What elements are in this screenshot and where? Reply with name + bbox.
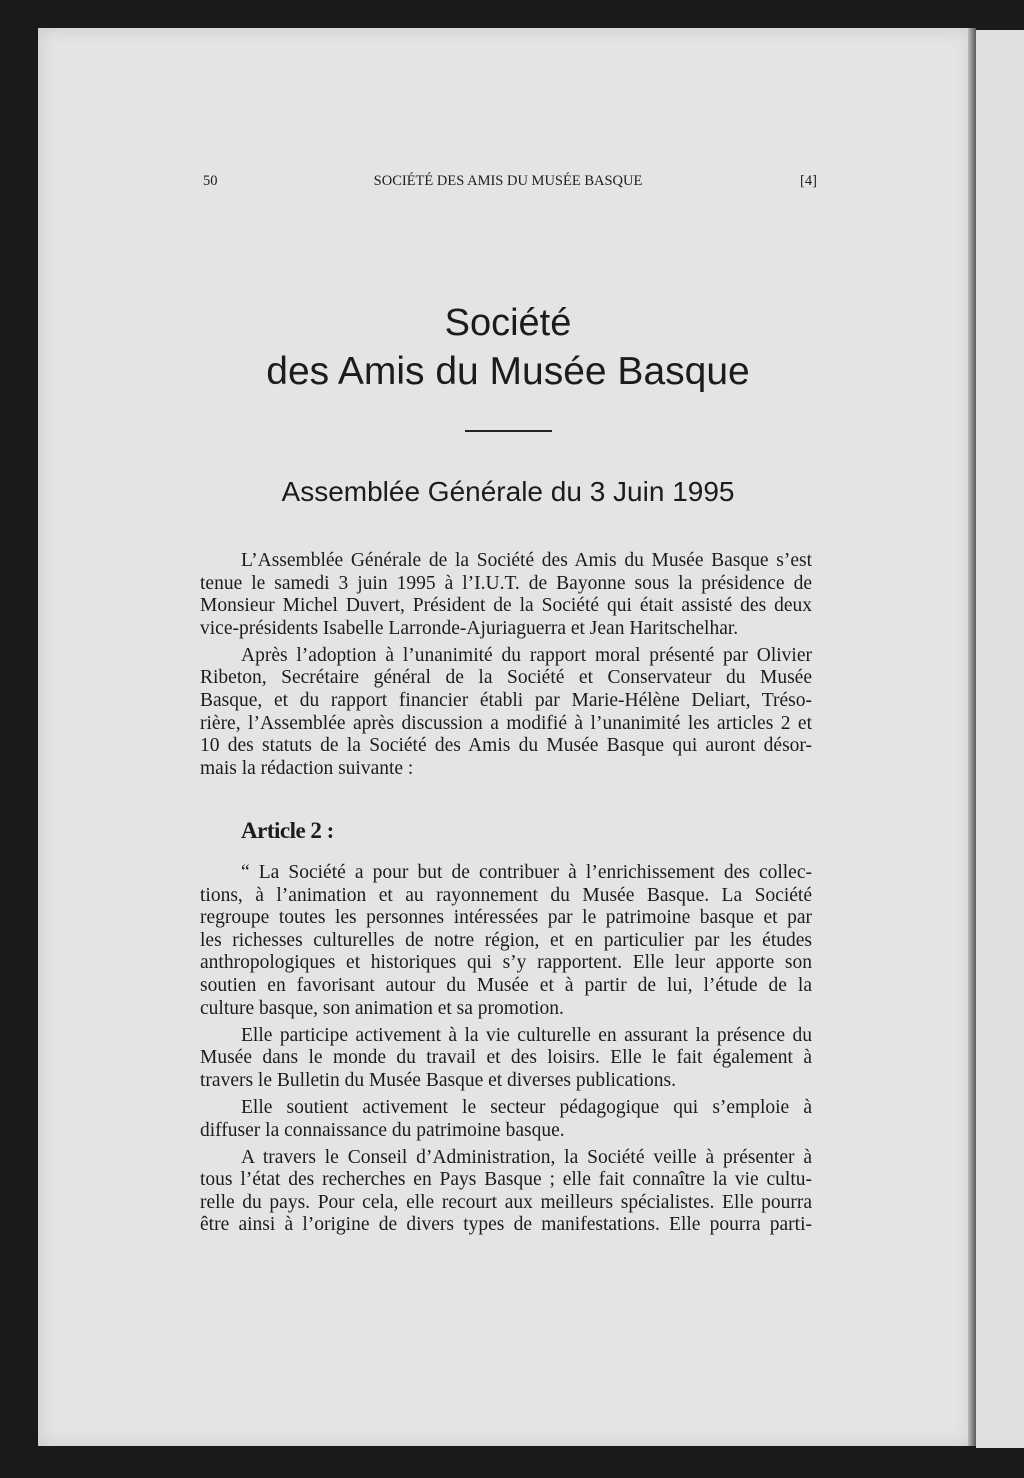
text-line: tous l’état des recherches en Pays Basque ; elle fait connaître la vie cultu- [200,1169,812,1191]
text-line: Basque, et du rapport financier établi par Marie-Hélène Deliart, Tréso- [200,690,812,712]
section-number: [4] [800,173,817,189]
page-number: 50 [203,173,218,189]
text-line: Elle soutient activement le secteur pédagogique qui s’emploie à [241,1096,812,1118]
text-line: Après l’adoption à l’unanimité du rapport moral présenté par Olivier [241,644,812,666]
title-line-1: Société [444,302,572,344]
running-title: SOCIÉTÉ DES AMIS DU MUSÉE BASQUE [373,173,643,189]
article-text [200,862,812,1237]
paragraph [200,1025,812,1093]
paragraph [200,1097,812,1142]
text-line: les richesses culturelles de notre région, et en particulier par les études [200,929,812,951]
text-line: Monsieur Michel Duvert, Président de la Société qui était assisté des deux [200,595,812,617]
text-line: vice-présidents Isabelle Larronde-Ajuriaguerra et Jean Haritschelhar. [200,617,739,639]
text-line: tions, à l’animation et au rayonnement du Musée Basque. La Société [200,884,812,906]
text-line: soutien en favorisant autour du Musée et à partir de lui, l’étude de la [200,974,812,996]
intro-text [200,550,812,780]
text-line: relle du pays. Pour cela, elle recourt aux meilleurs spécialistes. Elle pourra [200,1191,812,1213]
text-line: 10 des statuts de la Société des Amis du Musée Basque qui auront désor- [200,735,812,757]
page-fold [968,28,976,1446]
text-line: tenue le samedi 3 juin 1995 à l’I.U.T. de Bayonne sous la présidence de [200,572,812,594]
title-divider [465,430,552,432]
text-line: Ribeton, Secrétaire général de la Société et Conservateur du Musée [200,667,812,689]
title-line-2: des Amis du Musée Basque [266,350,750,393]
paragraph [200,645,812,781]
text-line: “ La Société a pour but de contribuer à l’enrichissement des collec- [241,862,812,883]
text-line: travers le Bulletin du Musée Basque et diverses publications. [200,1069,677,1091]
text-line: regroupe toutes les personnes intéressées par le patrimoine basque et par [200,907,812,929]
paragraph [200,550,812,640]
text-line: être ainsi à l’origine de divers types de manifestations. Elle pourra parti- [200,1214,812,1236]
text-line: rière, l’Assemblée après discussion a modifié à l’unanimité les articles 2 et [200,712,812,734]
article-heading: Article 2 : [241,818,334,843]
text-line: culture basque, son animation et sa promotion. [200,997,564,1019]
text-line: Elle participe activement à la vie culturelle en assurant la présence du [241,1024,812,1046]
subtitle: Assemblée Générale du 3 Juin 1995 [281,476,735,507]
text-line: Musée dans le monde du travail et des loisirs. Elle le fait également à [200,1047,812,1069]
text-line: anthropologiques et historiques qui s’y rapportent. Elle leur apporte son [200,952,812,974]
paragraph [200,862,812,1020]
text-line: mais la rédaction suivante : [200,757,414,779]
text-line: diffuser la connaissance du patrimoine basque. [200,1119,565,1141]
text-line: A travers le Conseil d’Administration, la Société veille à présenter à [241,1146,812,1168]
paragraph [200,1147,812,1237]
text-line: L’Assemblée Générale de la Société des Amis du Musée Basque s’est [241,550,812,571]
next-page-edge [976,30,1024,1448]
